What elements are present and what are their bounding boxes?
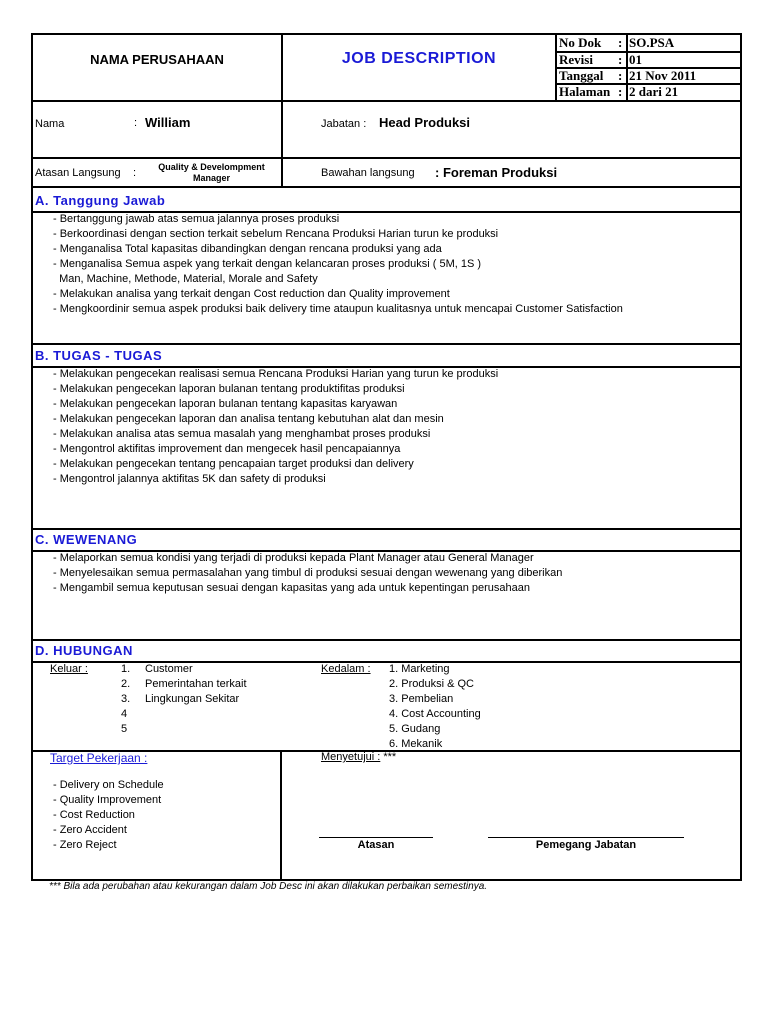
atasan-label: Atasan Langsung xyxy=(35,167,121,179)
list-item: 6. Mekanik xyxy=(389,738,443,750)
list-item: 1. Marketing xyxy=(389,663,450,675)
meta-value: 2 dari 21 xyxy=(629,84,679,99)
meta-sep: : xyxy=(618,84,623,99)
list-item: - Zero Reject xyxy=(53,839,117,851)
meta-value: SO.PSA xyxy=(629,35,675,50)
list-item: - Bertanggung jawab atas semua jalannya proses produksi xyxy=(53,213,340,225)
keluar-label: Keluar : xyxy=(50,663,88,675)
keluar-list xyxy=(121,662,301,737)
list-item: - Berkoordinasi dengan section terkait sebelum Rencana Produksi Harian turun ke produksi xyxy=(53,228,499,240)
item-number: 3. xyxy=(121,693,131,705)
meta-row-halaman xyxy=(557,84,743,100)
item-number: 2. xyxy=(121,678,131,690)
list-item: - Quality Improvement xyxy=(53,794,162,806)
item-text: Customer xyxy=(145,663,193,675)
section-a-list xyxy=(53,212,623,317)
target-list xyxy=(53,778,164,853)
nama-sep: : xyxy=(134,117,138,129)
footnote: *** Bila ada perubahan atau kekurangan dalam Job Desc ini akan dilakukan perbaikan semestinya. xyxy=(49,881,488,892)
list-item: - Melakukan analisa yang terkait dengan Cost reduction dan Quality improvement xyxy=(53,288,450,300)
list-item: 3. Pembelian xyxy=(389,693,454,705)
section-b-list xyxy=(53,367,498,487)
meta-label: Revisi xyxy=(559,52,593,67)
list-item: 4. Cost Accounting xyxy=(389,708,481,720)
item-text: Pemerintahan terkait xyxy=(145,678,247,690)
section-a-heading: A. Tanggung Jawab xyxy=(35,193,166,208)
meta-value: 21 Nov 2011 xyxy=(629,68,697,83)
list-item: - Melakukan pengecekan laporan bulanan tentang kapasitas karyawan xyxy=(53,398,398,410)
list-item xyxy=(121,722,301,737)
meta-sep: : xyxy=(618,52,623,67)
nama-value: William xyxy=(145,115,191,130)
list-item: - Mengontrol jalannya aktifitas 5K dan safety di produksi xyxy=(53,473,326,485)
jabatan-label: Jabatan : xyxy=(321,118,367,130)
list-item xyxy=(121,692,301,707)
list-item xyxy=(121,677,301,692)
section-a-bottom-line xyxy=(33,343,740,345)
list-item: - Mengambil semua keputusan sesuai dengan kapasitas yang ada untuk kepentingan perusahaan xyxy=(53,582,530,594)
meta-label: Tanggal xyxy=(559,68,604,83)
list-item: - Melakukan analisa atas semua masalah yang menghambat proses produksi xyxy=(53,428,431,440)
kedalam-label: Kedalam : xyxy=(321,663,371,675)
approval-label-wrap xyxy=(321,750,396,765)
meta-table xyxy=(557,35,743,101)
item-number: 5 xyxy=(121,723,128,735)
pemegang-signature-label: Pemegang Jabatan xyxy=(535,839,637,851)
list-item xyxy=(121,662,301,677)
section-d-heading: D. HUBUNGAN xyxy=(35,643,133,658)
list-item: - Menganalisa Semua aspek yang terkait dengan kelancaran proses produksi ( 5M, 1S ) xyxy=(53,258,482,270)
list-item: - Melakukan pengecekan laporan bulanan tentang produktifitas produksi xyxy=(53,383,405,395)
meta-sep: : xyxy=(618,68,623,83)
target-heading: Target Pekerjaan : xyxy=(50,751,148,765)
meta-row-tanggal xyxy=(557,68,743,84)
list-item: - Menganalisa Total kapasitas dibandingkan dengan rencana produksi yang ada xyxy=(53,243,442,255)
meta-label: No Dok xyxy=(559,35,602,50)
identity-bottom-line xyxy=(33,186,740,188)
section-c-bottom-line xyxy=(33,639,740,641)
approval-label: Menyetujui : xyxy=(321,751,381,763)
jabatan-value: Head Produksi xyxy=(379,115,471,130)
list-item: - Zero Accident xyxy=(53,824,127,836)
company-name: NAMA PERUSAHAAN xyxy=(90,52,224,67)
atasan-signature-label: Atasan xyxy=(357,839,395,851)
atasan-sep: : xyxy=(133,167,137,179)
nama-label: Nama xyxy=(35,118,65,130)
list-item: 5. Gudang xyxy=(389,723,441,735)
item-number: 1. xyxy=(121,663,131,675)
list-item: - Menyelesaikan semua permasalahan yang timbul di produksi sesuai dengan wewenang yang diberikan xyxy=(53,567,563,579)
meta-row-no-dok xyxy=(557,35,743,51)
list-item: - Melaporkan semua kondisi yang terjadi di produksi kepada Plant Manager atau General Manager xyxy=(53,552,534,564)
item-number: 4 xyxy=(121,708,128,720)
section-c-list xyxy=(53,551,562,596)
meta-sep: : xyxy=(618,35,623,50)
list-item: - Melakukan pengecekan tentang pencapaian target produksi dan delivery xyxy=(53,458,414,470)
list-item: - Mengontrol aktifitas improvement dan mengecek hasil pencapaiannya xyxy=(53,443,401,455)
list-item: - Melakukan pengecekan realisasi semua Rencana Produksi Harian yang turun ke produksi xyxy=(53,368,499,380)
kedalam-list xyxy=(389,662,481,752)
approval-stars: *** xyxy=(383,751,397,763)
list-item: Man, Machine, Methode, Material, Morale and Safety xyxy=(53,273,318,285)
section-b-heading: B. TUGAS - TUGAS xyxy=(35,348,163,363)
list-item: - Delivery on Schedule xyxy=(53,779,164,791)
identity-row-line xyxy=(33,157,740,159)
list-item: - Mengkoordinir semua aspek produksi baik delivery time ataupun kualitasnya untuk mencapai Customer Satisfaction xyxy=(53,303,623,315)
item-text: Lingkungan Sekitar xyxy=(145,693,240,705)
atasan-value: Quality & Develompment Manager xyxy=(158,162,265,183)
list-item: 2. Produksi & QC xyxy=(389,678,474,690)
bawahan-label: Bawahan langsung xyxy=(321,167,415,179)
section-c-heading: C. WEWENANG xyxy=(35,532,138,547)
section-b-bottom-line xyxy=(33,528,740,530)
meta-row-revisi xyxy=(557,52,743,68)
meta-label: Halaman xyxy=(559,84,611,99)
list-item: - Melakukan pengecekan laporan dan analisa tentang kebutuhan alat dan mesin xyxy=(53,413,444,425)
target-divider xyxy=(280,750,282,881)
list-item xyxy=(121,707,301,722)
job-description-form xyxy=(31,33,742,881)
document-title: JOB DESCRIPTION xyxy=(341,50,497,67)
bawahan-value: : Foreman Produksi xyxy=(435,165,558,180)
list-item: - Cost Reduction xyxy=(53,809,135,821)
meta-value: 01 xyxy=(629,52,642,67)
